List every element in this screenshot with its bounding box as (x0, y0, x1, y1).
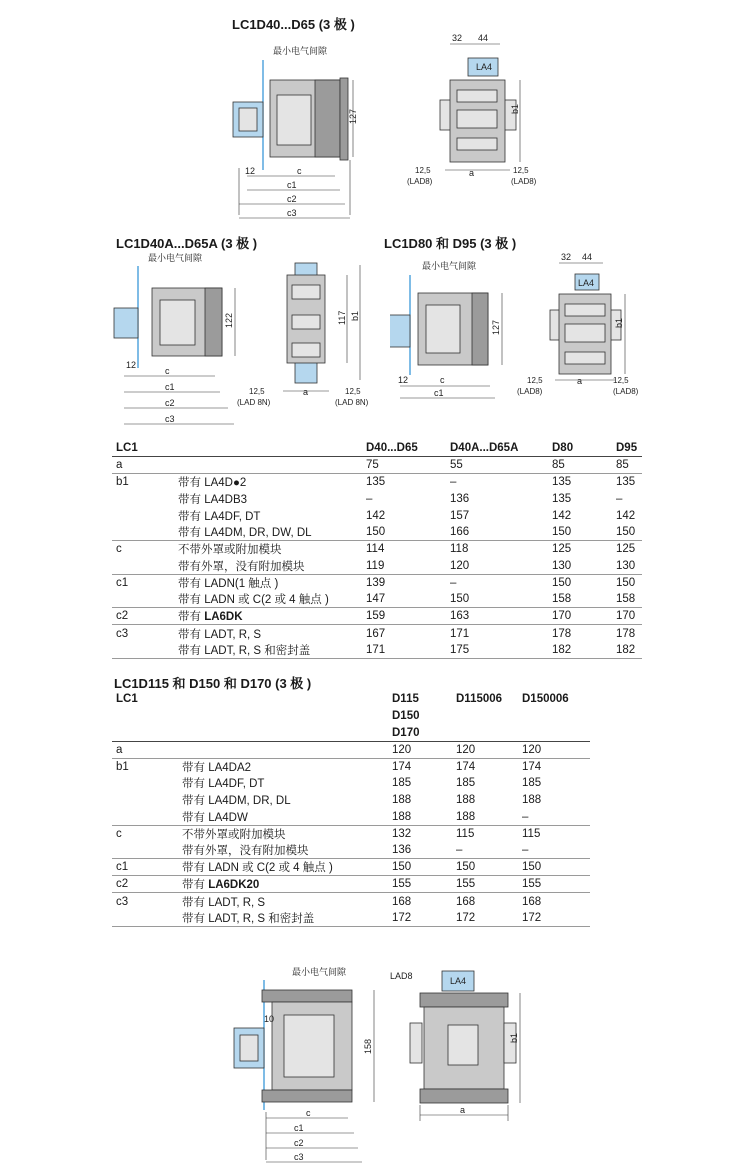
table1-cell: 125 (548, 541, 612, 558)
svg-text:32: 32 (561, 252, 572, 262)
table1-cell: – (366, 492, 373, 505)
table2-cell: 115 (452, 825, 518, 842)
table1-cell: c2 (112, 608, 174, 625)
table1-cell: 167 (362, 625, 446, 642)
table1-cell: b1 (112, 474, 174, 491)
svg-text:LAD8: LAD8 (390, 971, 413, 981)
table2-cell: 带有 LADT, R, S (178, 893, 388, 910)
table1-cell: 170 (548, 608, 612, 625)
table1-row (112, 608, 642, 625)
table2-row (112, 893, 590, 910)
table1-cell: 85 (612, 457, 642, 474)
fig1-title: LC1D40...D65 (3 极 ) (232, 17, 355, 32)
table1-cell: 85 (548, 457, 612, 474)
table1-row (112, 507, 642, 524)
table1-cell: 170 (612, 608, 642, 625)
table2-cell: 136 (392, 844, 412, 857)
table1-cell: 150 (548, 574, 612, 591)
table1-cell: 171 (362, 642, 446, 659)
svg-text:LA4: LA4 (450, 976, 467, 986)
table2-cell: 172 (388, 910, 452, 927)
table1-cell: c3 (112, 625, 174, 642)
svg-text:LA4: LA4 (578, 278, 595, 288)
table2-cell (112, 809, 178, 826)
table2-cell: 168 (388, 893, 452, 910)
table1-row (112, 642, 642, 659)
table1-cell: 159 (362, 608, 446, 625)
table1-row (112, 524, 642, 541)
table1-cell: 带有 LADN(1 触点 ) (174, 574, 362, 591)
table2-cell: 带有 LA4DF, DT (182, 778, 265, 791)
table2-cell: 188 (392, 810, 412, 823)
table1-cell (112, 642, 174, 659)
svg-text:c2: c2 (294, 1138, 304, 1148)
table2-col-2: D115 (392, 693, 419, 706)
table1-cell: 139 (362, 574, 446, 591)
svg-text:12: 12 (245, 166, 256, 176)
table1-cell: 142 (366, 509, 386, 522)
svg-text:(LAD8): (LAD8) (613, 387, 639, 396)
table1-row (112, 558, 642, 575)
svg-text:12: 12 (126, 360, 137, 370)
table1-col-0: LC1 (112, 440, 174, 457)
table2-cell: 174 (388, 758, 452, 775)
svg-text:c1: c1 (165, 382, 175, 392)
table2-cell (178, 741, 388, 758)
table1-cell: 带有 LADN 或 C(2 或 4 触点 ) (178, 594, 329, 607)
svg-text:(LAD8): (LAD8) (517, 387, 543, 396)
table2-cell: 185 (392, 777, 412, 790)
table1-cell: 147 (366, 593, 386, 606)
svg-text:44: 44 (478, 33, 489, 43)
svg-text:最小电气间隙: 最小电气间隙 (422, 261, 477, 271)
table2-cell: 带有 LA4DM, DR, DL (182, 795, 291, 808)
svg-text:(LAD 8N): (LAD 8N) (335, 398, 369, 407)
table1-cell: 125 (612, 541, 642, 558)
table1-cell: 166 (450, 526, 470, 539)
svg-text:12,5: 12,5 (345, 387, 361, 396)
table1-col-5: D95 (612, 440, 642, 457)
table1-cell: c (112, 541, 174, 558)
table1-cell (112, 558, 174, 575)
svg-text:c3: c3 (294, 1152, 304, 1162)
table1-cell: 130 (552, 559, 572, 572)
table2-cell: c2 (112, 876, 178, 893)
fig3-title: LC1D80 和 D95 (3 极 ) (384, 236, 517, 251)
svg-text:12: 12 (398, 375, 409, 385)
fig1-side-view (225, 40, 365, 225)
table2-cell: 155 (452, 876, 518, 893)
svg-text:(LAD8): (LAD8) (511, 177, 537, 186)
svg-text:a: a (469, 168, 475, 178)
svg-text:(LAD8): (LAD8) (407, 177, 433, 186)
fig3-side-view (390, 255, 520, 405)
table2-cell: – (522, 810, 529, 823)
table1-cell: 55 (446, 457, 548, 474)
svg-text:a: a (460, 1105, 466, 1115)
table2-cell: 120 (388, 741, 452, 758)
table2-cell: 带有 LA4DA2 (178, 758, 388, 775)
table2-cell: 185 (522, 777, 542, 790)
table1-cell: a (112, 457, 174, 474)
table1-cell: 130 (616, 559, 636, 572)
table1-row (112, 574, 642, 591)
svg-text:c1: c1 (287, 180, 297, 190)
svg-text:b1: b1 (350, 310, 360, 321)
table2-cell: 150 (518, 859, 590, 876)
table2-cell: 带有 LA6DK20 (178, 876, 388, 893)
table2-cell: b1 (112, 758, 178, 775)
table2-cell: 168 (452, 893, 518, 910)
table2-cell: 188 (392, 794, 412, 807)
table2-cell: 155 (518, 876, 590, 893)
svg-text:44: 44 (582, 252, 593, 262)
table1-cell: c1 (112, 574, 174, 591)
table2-row (112, 825, 590, 842)
table1-row (112, 457, 642, 474)
table2-cell: 168 (518, 893, 590, 910)
svg-text:12,5: 12,5 (249, 387, 265, 396)
table2-cell: 174 (518, 758, 590, 775)
table1-cell: 带有 LA4DB3 (178, 493, 248, 506)
table1-cell: – (446, 474, 548, 491)
table2-col-4: D150006 (522, 693, 569, 706)
table1-header (112, 440, 642, 457)
table2-row (112, 741, 590, 758)
table2 (112, 691, 590, 927)
table1-cell (112, 591, 174, 608)
table2-cell: 150 (452, 859, 518, 876)
table1-cell (112, 490, 174, 507)
table1-cell: 142 (552, 509, 572, 522)
fig4-front-view (390, 965, 530, 1125)
table1-cell: – (446, 574, 548, 591)
svg-text:32: 32 (452, 33, 463, 43)
table2-cell: 115 (518, 825, 590, 842)
svg-text:a: a (577, 376, 583, 386)
table2-row (112, 859, 590, 876)
table1-cell: 171 (446, 625, 548, 642)
table2-col-3: D115006 (456, 693, 503, 706)
table1-row (112, 474, 642, 491)
table2-cell: 188 (456, 794, 476, 807)
table2-cell: 188 (456, 810, 476, 823)
table2-cell: 172 (518, 910, 590, 927)
table2-cell: 185 (456, 777, 476, 790)
table2-cell: 172 (452, 910, 518, 927)
svg-text:c3: c3 (287, 208, 297, 218)
table1-cell: 135 (612, 474, 642, 491)
table1-cell: 带有 LA4D●2 (174, 474, 362, 491)
table2-cell: – (522, 844, 529, 857)
svg-text:c1: c1 (434, 388, 444, 398)
svg-text:最小电气间隙: 最小电气间隙 (292, 967, 347, 977)
table2-cell: 120 (452, 741, 518, 758)
svg-text:122: 122 (224, 312, 234, 328)
svg-text:12,5: 12,5 (513, 166, 529, 175)
table2-row (112, 792, 590, 809)
svg-text:12,5: 12,5 (613, 376, 629, 385)
table1-cell: 175 (446, 642, 548, 659)
svg-text:c: c (297, 166, 302, 176)
table2-cell: 带有外罩，没有附加模块 (182, 845, 309, 858)
table1-cell: 150 (616, 526, 636, 539)
table1-cell: 119 (366, 559, 385, 572)
table2-cell: 带有 LADT, R, S 和密封盖 (178, 910, 388, 927)
fig4-side-view (228, 960, 388, 1165)
svg-text:158: 158 (363, 1038, 373, 1054)
table2-cell: c (112, 825, 178, 842)
table1-col-4: D80 (548, 440, 612, 457)
table1-col-3: D40A...D65A (446, 440, 548, 457)
table1-col-1 (174, 440, 362, 457)
table1-cell: 带有 LA4DM, DR, DW, DL (178, 527, 312, 540)
svg-text:c1: c1 (294, 1123, 304, 1133)
table1-cell: 带有 LA4DF, DT (178, 510, 261, 523)
svg-text:117: 117 (337, 310, 347, 325)
svg-text:c: c (165, 366, 170, 376)
fig3-front-view (515, 248, 655, 403)
table2-cell: 174 (452, 758, 518, 775)
table1-cell: 142 (616, 509, 636, 522)
table1-cell (112, 524, 174, 541)
table1-cell: 158 (616, 593, 636, 606)
svg-text:c: c (440, 375, 445, 385)
table2-cell (112, 842, 178, 859)
table1-row (112, 591, 642, 608)
table1-cell: 135 (548, 474, 612, 491)
table1-cell: 118 (446, 541, 548, 558)
table1-cell (112, 507, 174, 524)
table2-cell: c3 (112, 893, 178, 910)
svg-text:b1: b1 (614, 317, 624, 328)
table2-row (112, 842, 590, 859)
svg-text:a: a (303, 387, 309, 397)
table2-title: LC1D115 和 D150 和 D170 (3 极 ) (114, 676, 312, 691)
table1-cell: 120 (450, 559, 470, 572)
fig2-title: LC1D40A...D65A (3 极 ) (116, 236, 258, 251)
svg-text:10: 10 (264, 1014, 275, 1024)
table2-col-2-extra-2: D170 (388, 725, 452, 742)
table1-cell: 178 (548, 625, 612, 642)
fig2-front-view (235, 255, 375, 415)
table1-cell: 150 (552, 526, 572, 539)
table2-col-1 (178, 691, 388, 708)
table1-row (112, 541, 642, 558)
table1-cell: 75 (362, 457, 446, 474)
table2-cell: 155 (388, 876, 452, 893)
svg-text:b1: b1 (509, 1032, 519, 1043)
table2-cell (112, 910, 178, 927)
table2-row (112, 910, 590, 927)
svg-text:c: c (306, 1108, 311, 1118)
svg-text:c2: c2 (165, 398, 175, 408)
table1-cell: 158 (552, 593, 572, 606)
svg-text:12,5: 12,5 (415, 166, 431, 175)
clearance-label: 最小电气间隙 (273, 46, 328, 56)
table1-cell: 带有外罩，没有附加模块 (178, 560, 305, 573)
table1-cell: 150 (450, 593, 470, 606)
table2-cell: – (456, 844, 463, 857)
table1-cell: 136 (450, 492, 470, 505)
table2-cell: 带有 LADN 或 C(2 或 4 触点 ) (178, 859, 388, 876)
table1-cell: 182 (612, 642, 642, 659)
table2-row (112, 809, 590, 826)
dim-127: 127 (348, 108, 358, 124)
svg-text:127: 127 (491, 319, 501, 335)
table1-cell: 163 (446, 608, 548, 625)
table1-cell: – (616, 492, 623, 505)
table1-cell: 不带外罩或附加模块 (174, 541, 362, 558)
table1-cell: 157 (450, 509, 470, 522)
table2-cell: 188 (522, 794, 542, 807)
table2-cell: 不带外罩或附加模块 (178, 825, 388, 842)
table1-cell: 114 (362, 541, 446, 558)
table1-row (112, 490, 642, 507)
table2-cell: 120 (518, 741, 590, 758)
table1-cell: 182 (548, 642, 612, 659)
table2-cell (112, 775, 178, 792)
svg-text:c3: c3 (165, 414, 175, 424)
fig1-front-view (405, 30, 545, 195)
svg-text:c2: c2 (287, 194, 297, 204)
table1-cell: 178 (612, 625, 642, 642)
table1 (112, 440, 642, 659)
table2-col-0: LC1 (116, 693, 138, 706)
table2-cell: 132 (388, 825, 452, 842)
table2-row (112, 876, 590, 893)
svg-text:(LAD 8N): (LAD 8N) (237, 398, 271, 407)
table1-cell: 带有 LADT, R, S (174, 625, 362, 642)
table1-cell: 150 (612, 574, 642, 591)
table1-cell (174, 457, 362, 474)
table2-cell (112, 792, 178, 809)
table2-cell: a (112, 741, 178, 758)
table2-row (112, 775, 590, 792)
svg-text:最小电气间隙: 最小电气间隙 (148, 253, 203, 263)
table2-cell: 150 (388, 859, 452, 876)
table1-cell: 带有 LADT, R, S 和密封盖 (174, 642, 362, 659)
table1-cell: 135 (552, 492, 572, 505)
fig2-side-view (110, 250, 245, 430)
svg-text:LA4: LA4 (476, 62, 493, 72)
table2-cell: 带有 LA4DW (182, 811, 248, 824)
table1-cell: 带有 LA6DK (174, 608, 362, 625)
table2-cell: c1 (112, 859, 178, 876)
table1-row (112, 625, 642, 642)
table2-row (112, 758, 590, 775)
table1-cell: 135 (362, 474, 446, 491)
svg-text:12,5: 12,5 (527, 376, 543, 385)
svg-text:b1: b1 (510, 103, 520, 114)
table1-cell: 150 (366, 526, 386, 539)
table2-col-2-extra-1: D150 (392, 710, 420, 723)
table1-col-2: D40...D65 (362, 440, 446, 457)
